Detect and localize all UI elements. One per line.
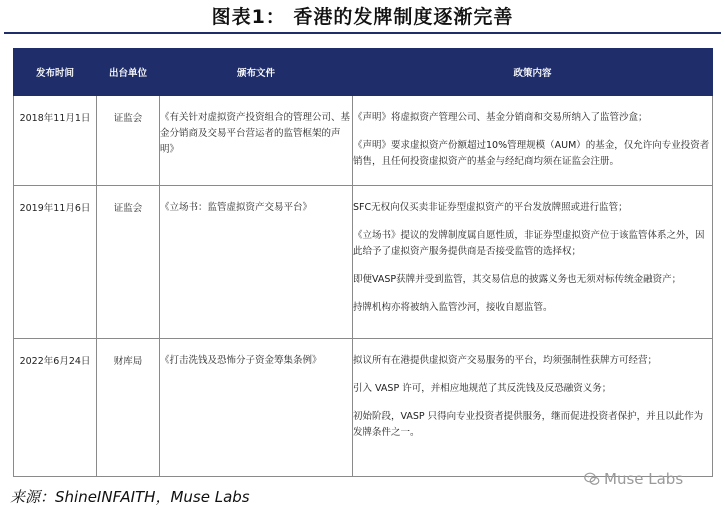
content-item: 《声明》要求虚拟资产份额超过10%管理规模（AUM）的基金，仅允许向专业投资者销售，且任何投资虚拟资产的基金与经纪商均须在证监会注册。	[353, 140, 710, 167]
content-item: 《声明》将虚拟资产管理公司、基金分销商和交易所纳入了监管沙盒；	[353, 112, 648, 123]
cell-document: 《打击洗钱及恐怖分子资金筹集条例》	[160, 355, 322, 366]
content-item: 初始阶段，VASP 只得向专业投资者提供服务，继而促进投资者保护，并且以此作为发牌条件之一。	[353, 411, 704, 438]
cell-document: 《有关针对虚拟资产投资组合的管理公司、基金分销商及交易平台营运者的监管框架的声明》	[160, 112, 351, 155]
content-item: SFC无权向仅买卖非证券型虚拟资产的平台发放牌照或进行监管；	[353, 202, 628, 213]
cell-unit: 证监会	[113, 203, 143, 214]
source-note: 来源：ShineINFAITH，Muse Labs	[10, 488, 250, 506]
content-item: 引入 VASP 许可，并相应地规范了其反洗钱及反恐融资义务；	[353, 383, 612, 394]
title-divider	[4, 32, 721, 34]
figure-title: 图表1： 香港的发牌制度逐渐完善	[211, 6, 514, 28]
cell-date: 2019年11月6日	[19, 203, 91, 214]
table-row	[14, 339, 713, 477]
cell-date: 2018年11月1日	[19, 113, 91, 124]
content-item: 拟议所有在港提供虚拟资产交易服务的平台，均须强制性获牌方可经营；	[353, 355, 658, 366]
table-header-row	[14, 49, 713, 96]
header-unit: 出台单位	[97, 49, 160, 96]
header-date: 发布时间	[14, 49, 97, 96]
content-item: 《立场书》提议的发牌制度属自愿性质，非证券型虚拟资产位于该监管体系之外，因此给予了虚拟资产服务提供商是否接受监管的选择权；	[353, 230, 705, 257]
table-row	[14, 186, 713, 339]
watermark	[584, 470, 683, 488]
policy-table	[13, 48, 713, 477]
table-row	[14, 96, 713, 186]
header-content: 政策内容	[353, 49, 713, 96]
content-item: 持牌机构亦将被纳入监管沙河，接收自愿监管。	[353, 302, 553, 313]
wechat-icon	[584, 472, 600, 486]
header-document: 颁布文件	[160, 49, 353, 96]
content-item: 即便VASP获牌并受到监管，其交易信息的披露义务也无须对标传统金融资产；	[353, 274, 682, 285]
cell-unit: 证监会	[113, 113, 143, 124]
cell-unit: 财库局	[113, 356, 143, 367]
cell-document: 《立场书：监管虚拟资产交易平台》	[160, 202, 313, 213]
cell-date: 2022年6月24日	[19, 356, 91, 367]
watermark-text: Muse Labs	[604, 470, 684, 488]
